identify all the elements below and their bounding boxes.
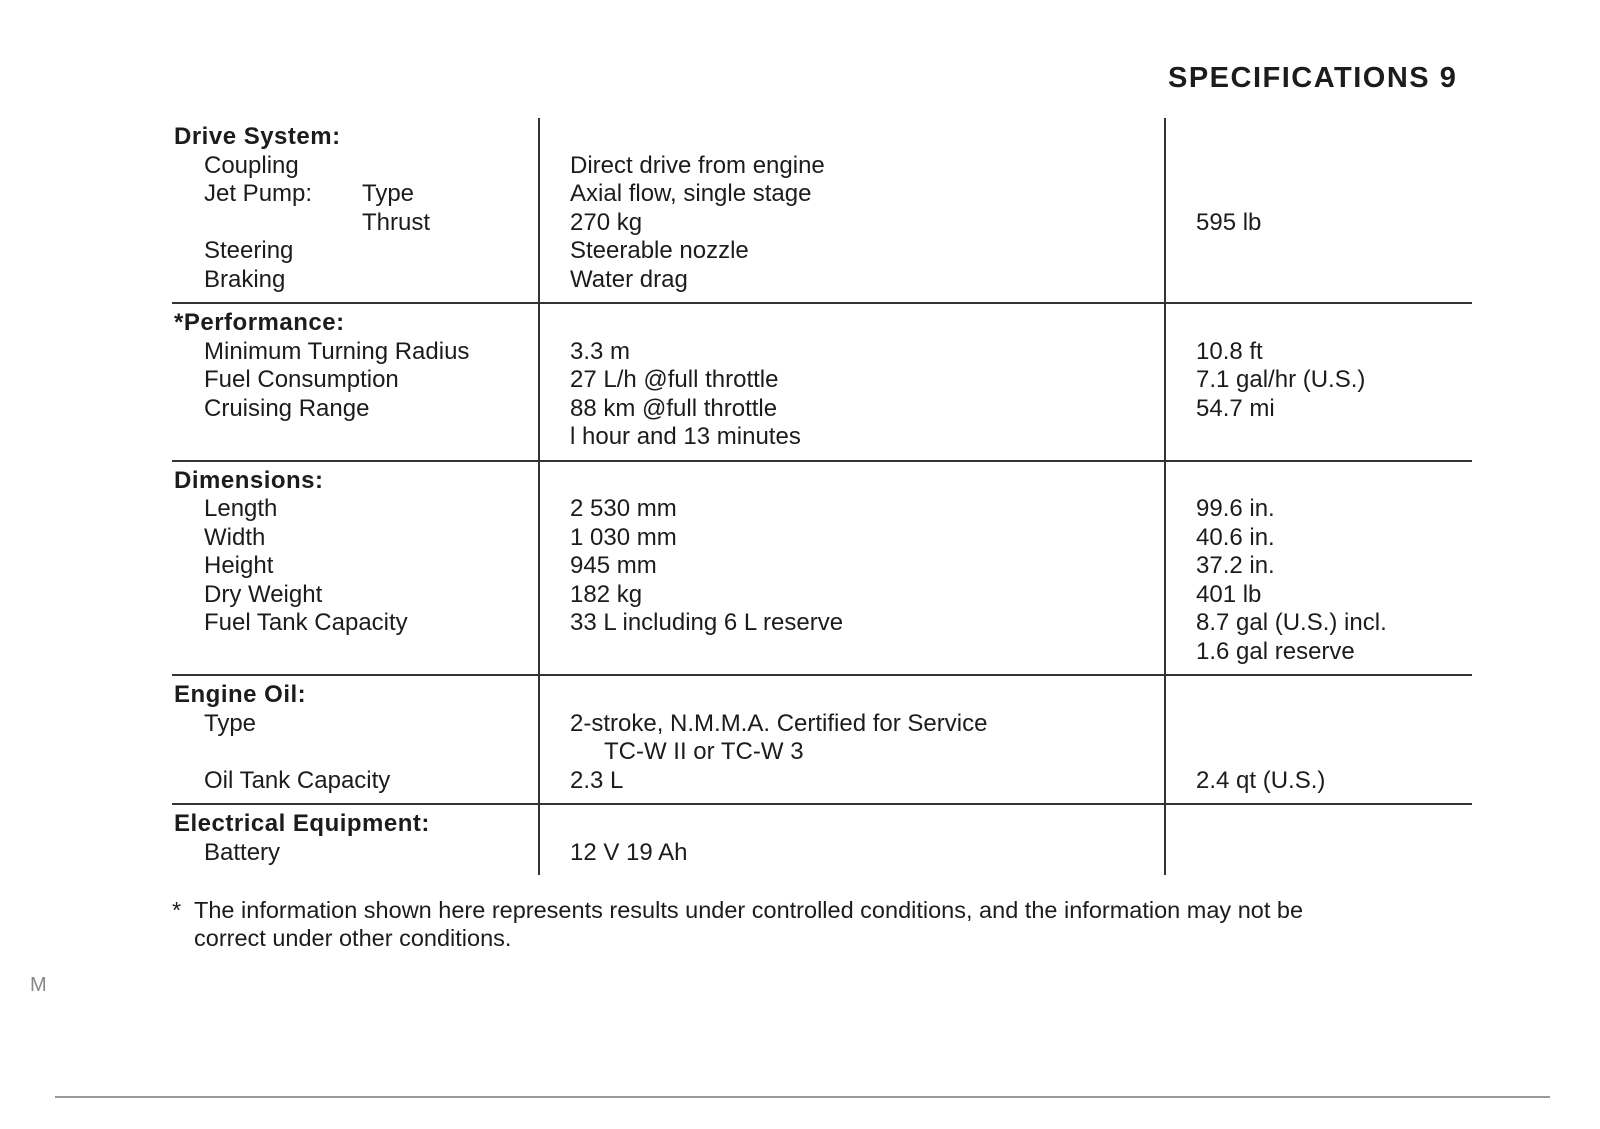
label-oil-type: Type (204, 709, 257, 737)
section-drive-system (172, 118, 1472, 304)
bottom-rule (55, 1096, 1550, 1098)
us-fuel-tank: 8.7 gal (U.S.) incl. (1196, 609, 1387, 636)
label-fuel-consumption: Fuel Consumption (204, 366, 399, 393)
value-cruising-range: 88 km @full throttle (570, 394, 778, 422)
value-oil-capacity: 2.3 L (570, 766, 624, 794)
engine-oil-us (1164, 676, 1472, 803)
label-type: Type (362, 180, 415, 207)
value-oil-grade: TC-W II or TC-W 3 (604, 738, 804, 765)
value-fuel-tank: 33 L including 6 L reserve (570, 609, 844, 636)
value-braking: Water drag (570, 265, 688, 293)
electrical-metric (538, 805, 1164, 875)
footnote-line-1 (172, 896, 1472, 924)
label-turning-radius: Minimum Turning Radius (204, 337, 470, 365)
label-length: Length (204, 495, 278, 522)
label-jet-pump-type (174, 180, 538, 209)
drive-us (1164, 118, 1472, 302)
performance-us (1164, 304, 1472, 460)
value-oil-type: 2-stroke, N.M.M.A. Certified for Service (570, 709, 988, 737)
dimensions-us (1164, 462, 1472, 675)
electrical-us (1164, 805, 1472, 875)
performance-metric (538, 304, 1164, 460)
footnote (172, 896, 1472, 952)
electrical-labels (172, 805, 538, 875)
us-fuel-consumption: 7.1 gal/hr (U.S.) (1196, 366, 1366, 393)
us-cruising-range: 54.7 mi (1196, 394, 1275, 422)
page-title: SPECIFICATIONS 9 (1168, 62, 1458, 94)
us-length: 99.6 in. (1196, 495, 1275, 522)
footnote-text-2: correct under other conditions. (194, 925, 512, 951)
value-coupling: Direct drive from engine (570, 151, 825, 179)
label-steering: Steering (204, 237, 294, 264)
section-title: Dimensions: (174, 466, 324, 494)
value-type: Axial flow, single stage (570, 180, 812, 207)
margin-mark: M (30, 974, 47, 996)
us-fuel-reserve: 1.6 gal reserve (1196, 637, 1355, 665)
us-width: 40.6 in. (1196, 523, 1275, 551)
spec-table (172, 118, 1472, 875)
section-performance (172, 304, 1472, 462)
section-dimensions (172, 462, 1472, 677)
us-height: 37.2 in. (1196, 552, 1275, 579)
value-length: 2 530 mm (570, 495, 677, 522)
drive-metric (538, 118, 1164, 302)
us-turning-radius: 10.8 ft (1196, 337, 1263, 365)
label-braking: Braking (204, 265, 286, 293)
label-coupling: Coupling (204, 151, 299, 179)
us-thrust: 595 lb (1196, 208, 1262, 236)
footnote-text-1: The information shown here represents results under controlled conditions, and the information may not be (194, 897, 1304, 923)
dimensions-labels (172, 462, 538, 675)
value-thrust: 270 kg (570, 208, 643, 236)
us-dry-weight: 401 lb (1196, 580, 1262, 608)
drive-labels (172, 118, 538, 302)
footnote-star: * (172, 897, 182, 923)
value-battery: 12 V 19 Ah (570, 838, 688, 866)
value-width: 1 030 mm (570, 523, 677, 551)
section-title: Engine Oil: (174, 681, 307, 708)
section-title: Drive System: (174, 123, 341, 150)
value-fuel-consumption: 27 L/h @full throttle (570, 366, 779, 393)
section-electrical (172, 805, 1472, 875)
us-oil-capacity: 2.4 qt (U.S.) (1196, 766, 1326, 794)
dimensions-metric (538, 462, 1164, 675)
engine-oil-metric (538, 676, 1164, 803)
label-jet-pump: Jet Pump: (204, 180, 313, 207)
label-dry-weight: Dry Weight (204, 580, 323, 608)
label-oil-capacity: Oil Tank Capacity (204, 766, 391, 794)
value-height: 945 mm (570, 552, 657, 579)
section-title: Electrical Equipment: (174, 810, 430, 837)
performance-labels (172, 304, 538, 460)
section-title: *Performance: (174, 309, 345, 336)
label-height: Height (204, 552, 274, 579)
label-battery: Battery (204, 838, 281, 866)
label-cruising-range: Cruising Range (204, 394, 370, 422)
value-steering: Steerable nozzle (570, 237, 749, 264)
section-engine-oil (172, 676, 1472, 805)
engine-oil-labels (172, 676, 538, 803)
label-fuel-tank: Fuel Tank Capacity (204, 609, 408, 636)
value-cruising-time: l hour and 13 minutes (570, 423, 801, 450)
label-width: Width (204, 523, 266, 551)
label-thrust: Thrust (362, 208, 431, 236)
value-dry-weight: 182 kg (570, 580, 643, 608)
value-turning-radius: 3.3 m (570, 337, 631, 365)
